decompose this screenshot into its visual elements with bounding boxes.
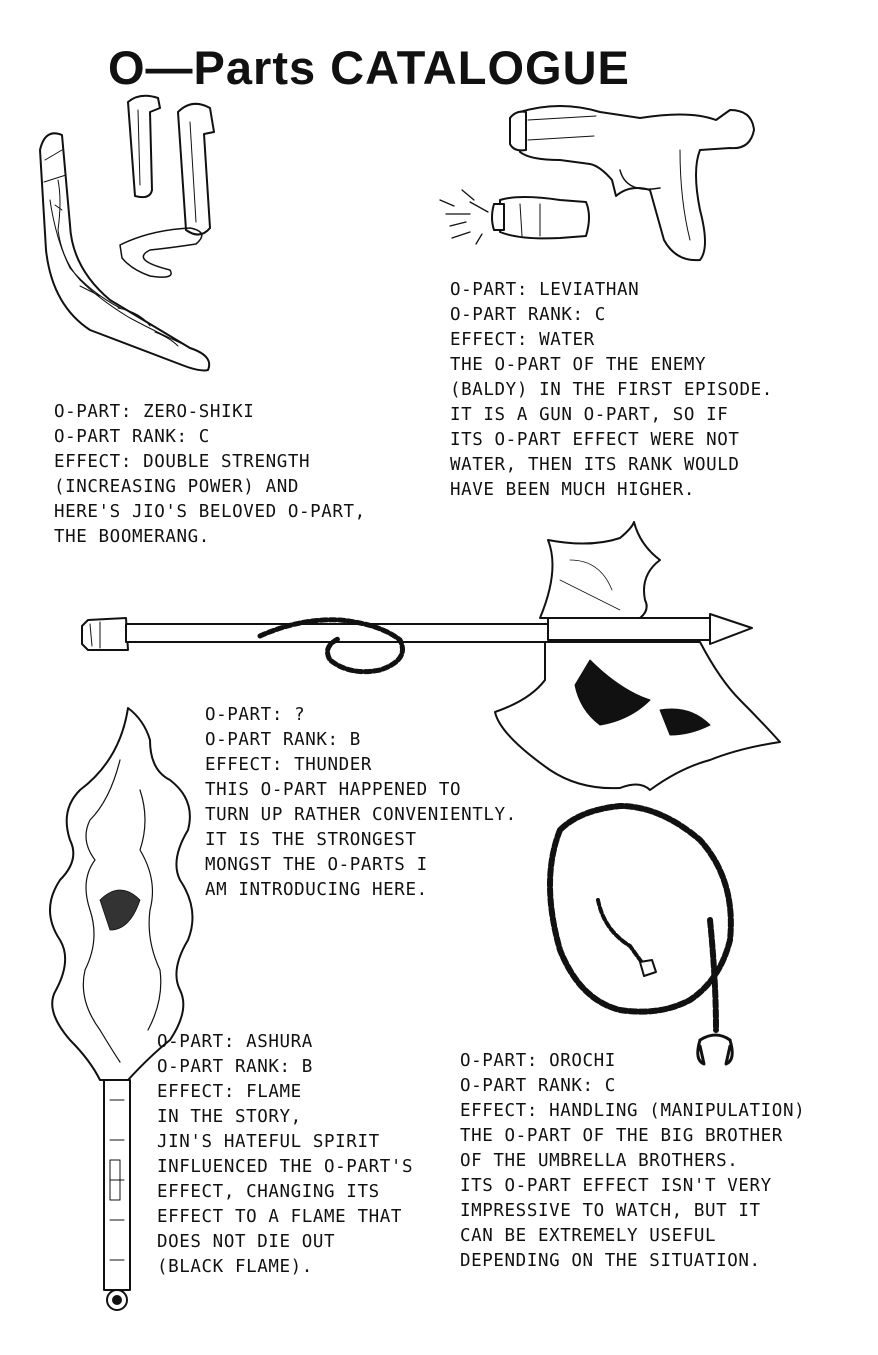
entry-ashura-desc: IN THE STORY, — [157, 1107, 302, 1127]
entry-orochi-desc: ITS O-PART EFFECT ISN'T VERY — [460, 1176, 772, 1196]
entry-zero-shiki-effect: EFFECT: DOUBLE STRENGTH — [54, 452, 311, 472]
entry-ashura — [157, 1030, 413, 1280]
entry-unknown-effect: EFFECT: THUNDER — [205, 755, 373, 775]
entry-orochi-rank: O-PART RANK: C — [460, 1076, 616, 1096]
entry-leviathan-effect: EFFECT: WATER — [450, 330, 595, 350]
entry-unknown-desc: MONGST THE O-PARTS I — [205, 855, 428, 875]
entry-zero-shiki-desc: THE BOOMERANG. — [54, 527, 210, 547]
entry-ashura-name: O-PART: ASHURA — [157, 1032, 313, 1052]
entry-orochi-desc: CAN BE EXTREMELY USEFUL — [460, 1226, 717, 1246]
entry-orochi-name: O-PART: OROCHI — [460, 1051, 616, 1071]
entry-orochi-desc: THE O-PART OF THE BIG BROTHER — [460, 1126, 783, 1146]
entry-orochi-desc: DEPENDING ON THE SITUATION. — [460, 1251, 761, 1271]
entry-leviathan-desc: ITS O-PART EFFECT WERE NOT — [450, 430, 740, 450]
page-title: O—Parts CATALOGUE — [108, 41, 630, 94]
entry-ashura-rank: O-PART RANK: B — [157, 1057, 313, 1077]
entry-zero-shiki — [54, 400, 366, 550]
orochi-illustration — [550, 806, 732, 1064]
entry-ashura-desc: EFFECT, CHANGING ITS — [157, 1182, 380, 1202]
entry-zero-shiki-desc: HERE'S JIO'S BELOVED O-PART, — [54, 502, 366, 522]
entry-zero-shiki-desc: (INCREASING POWER) AND — [54, 477, 299, 497]
entry-leviathan-desc: (BALDY) IN THE FIRST EPISODE. — [450, 380, 773, 400]
entry-unknown — [205, 703, 517, 903]
zero-shiki-illustration — [40, 96, 214, 371]
entry-ashura-desc: INFLUENCED THE O-PART'S — [157, 1157, 414, 1177]
entry-orochi — [460, 1049, 805, 1274]
entry-ashura-desc: JIN'S HATEFUL SPIRIT — [157, 1132, 380, 1152]
leviathan-illustration — [440, 106, 754, 260]
entry-leviathan — [450, 278, 773, 503]
entry-orochi-desc: OF THE UMBRELLA BROTHERS. — [460, 1151, 739, 1171]
entry-ashura-desc: EFFECT TO A FLAME THAT — [157, 1207, 402, 1227]
entry-orochi-effect: EFFECT: HANDLING (MANIPULATION) — [460, 1101, 806, 1121]
entry-orochi-desc: IMPRESSIVE TO WATCH, BUT IT — [460, 1201, 761, 1221]
entry-zero-shiki-rank: O-PART RANK: C — [54, 427, 210, 447]
entry-zero-shiki-name: O-PART: ZERO-SHIKI — [54, 402, 255, 422]
entry-leviathan-desc: IT IS A GUN O-PART, SO IF — [450, 405, 729, 425]
entry-leviathan-rank: O-PART RANK: C — [450, 305, 606, 325]
entry-unknown-desc: AM INTRODUCING HERE. — [205, 880, 428, 900]
entry-unknown-name: O-PART: ? — [205, 705, 306, 725]
entry-ashura-desc: DOES NOT DIE OUT — [157, 1232, 336, 1252]
entry-ashura-desc: (BLACK FLAME). — [157, 1257, 313, 1277]
entry-unknown-desc: TURN UP RATHER CONVENIENTLY. — [205, 805, 517, 825]
entry-leviathan-desc: WATER, THEN ITS RANK WOULD — [450, 455, 740, 475]
entry-ashura-effect: EFFECT: FLAME — [157, 1082, 302, 1102]
entry-leviathan-desc: THE O-PART OF THE ENEMY — [450, 355, 707, 375]
entry-leviathan-desc: HAVE BEEN MUCH HIGHER. — [450, 480, 695, 500]
entry-unknown-desc: IT IS THE STRONGEST — [205, 830, 417, 850]
entry-unknown-desc: THIS O-PART HAPPENED TO — [205, 780, 462, 800]
entry-leviathan-name: O-PART: LEVIATHAN — [450, 280, 640, 300]
entry-unknown-rank: O-PART RANK: B — [205, 730, 361, 750]
